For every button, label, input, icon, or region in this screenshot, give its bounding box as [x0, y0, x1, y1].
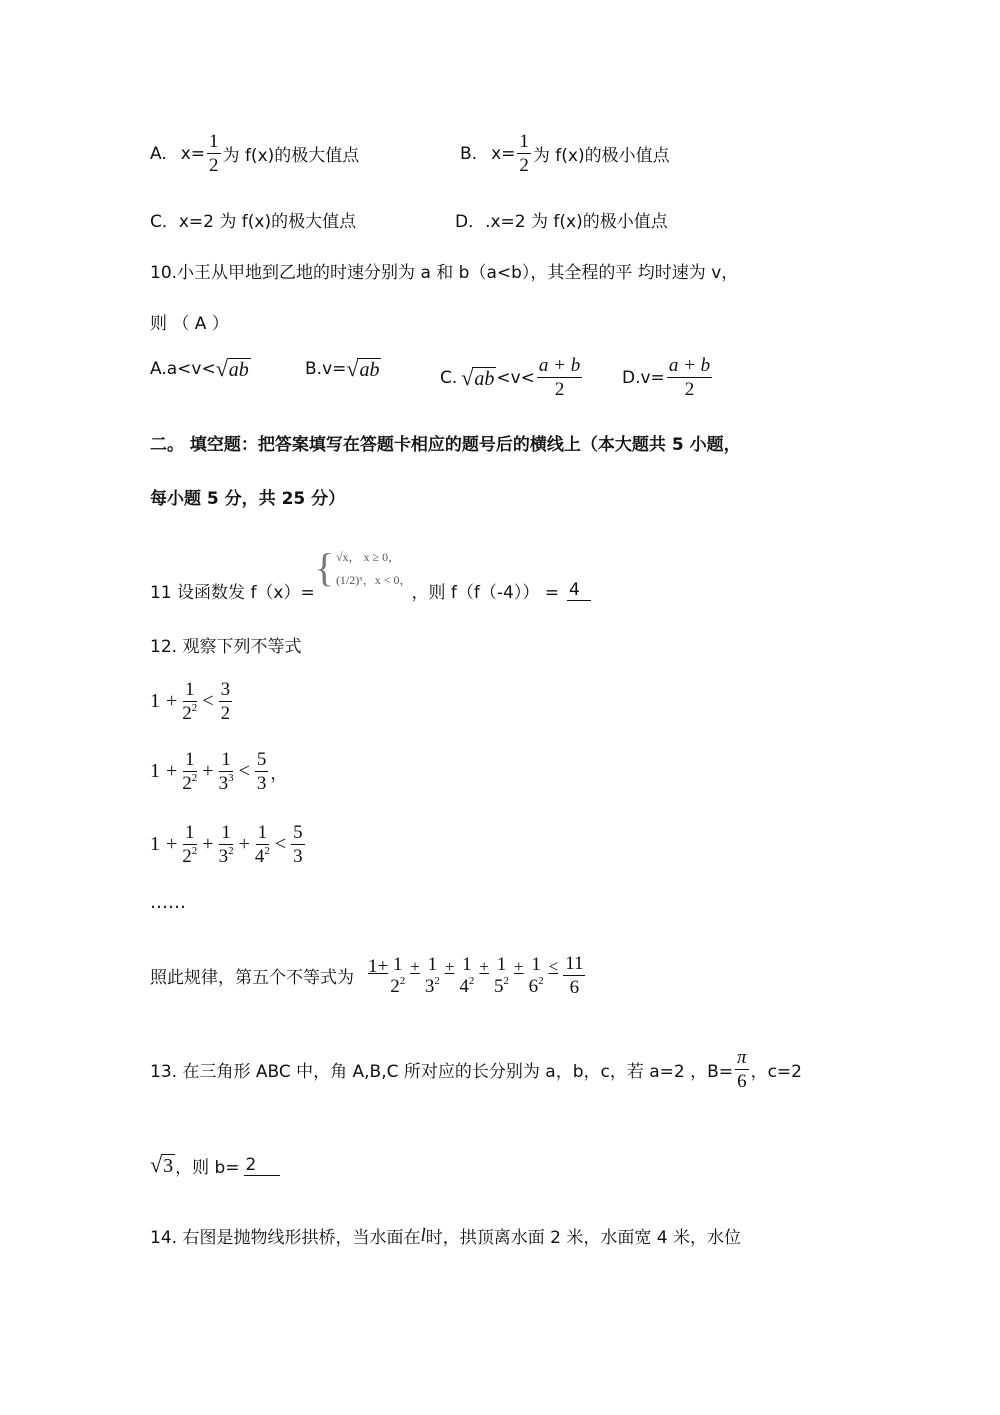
q9-option-a-fraction: [207, 132, 221, 176]
fraction-numerator: 5: [293, 822, 303, 843]
exponent: 2: [434, 975, 440, 988]
q12-ineq2-plus1: +: [166, 760, 178, 783]
q14-stem-post: 时，拱顶离水面 2 米，水面宽 4 米，水位: [425, 1228, 741, 1248]
radical-sign: √: [346, 356, 359, 381]
math-part: 2: [182, 702, 192, 724]
q12-ineq3-plus1: +: [166, 833, 178, 856]
q12-conclusion-text: 照此规律，第五个不等式为: [150, 968, 354, 989]
fraction-denominator: [182, 702, 197, 724]
q10-option-c-pre: C.: [440, 367, 458, 388]
q10-option-d: [622, 356, 714, 400]
q12-ineq2-term2: [219, 750, 234, 794]
fraction-denominator: [390, 975, 405, 997]
fraction-numerator: 1: [427, 953, 438, 975]
q11-case-2: (1/2)ˣ，x < 0，: [335, 572, 412, 587]
q10-option-d-fraction: [667, 356, 712, 400]
q13-answer: 2: [244, 1155, 280, 1176]
q12-ineq2-plus2: +: [202, 760, 214, 783]
q10-option-c-sqrt: [461, 365, 496, 391]
math-part: 2: [182, 772, 192, 794]
q10-option-b-sqrt-arg: ab: [359, 359, 380, 381]
q10-option-a-sqrt: [216, 356, 251, 382]
q10-option-b-sqrt: [346, 356, 381, 382]
q12-ineq2-lt: <: [238, 760, 250, 783]
q12-ineq1-term1: [182, 680, 197, 724]
fraction-denominator: 3: [293, 845, 303, 867]
q12-inequality-2: [150, 750, 287, 794]
q10-option-d-pre: D.v=: [622, 367, 665, 388]
q12-inequality-1: [150, 680, 234, 724]
q12-ineq1-one: 1: [150, 690, 160, 713]
q12-ineq3-term2: [219, 823, 234, 867]
q10-option-c-den: 2: [554, 378, 565, 400]
q12-ineq1-rhs: [219, 680, 233, 724]
q9-option-a-row: [150, 132, 359, 176]
math-part: 6: [528, 976, 539, 998]
q12-answer-term5: [529, 955, 544, 998]
q11-suffix: ，则 f（f（-4）） =: [411, 583, 559, 603]
q12-ineq3-one: 1: [150, 833, 160, 856]
q10-option-d-den: 2: [684, 378, 695, 400]
q13-sqrt3-arg: 3: [163, 1155, 174, 1177]
q13-then: ，则 b=: [175, 1157, 240, 1178]
math-part: 3: [218, 845, 229, 867]
exponent: 2: [264, 844, 270, 857]
q11-case-1: √x， x ≥ 0，: [335, 549, 401, 564]
fraction-denominator: [255, 845, 270, 867]
q13-row: [150, 1048, 802, 1092]
math-part: 2: [390, 976, 400, 998]
q13-stem: 13. 在三角形 ABC 中，角 A,B,C 所对应的长分别为 a，b，c，若 a=2 ，B=: [150, 1062, 734, 1083]
math-part: 4: [459, 976, 469, 998]
fraction-denominator: [494, 975, 509, 997]
q12-ineq3-lt: <: [274, 833, 287, 856]
fraction-numerator: 1: [531, 953, 541, 975]
fraction-numerator: 1: [462, 953, 472, 975]
math-part: 4: [254, 845, 265, 867]
q9-option-a-pre: x=: [180, 143, 206, 164]
q11-row: [150, 532, 591, 603]
q14-row: [150, 1223, 741, 1248]
q9-option-b-pre: x=: [491, 143, 516, 164]
q12-answer-sep2: +: [444, 956, 455, 976]
fraction-denominator: [529, 975, 544, 997]
q12-answer-term3: [459, 955, 474, 998]
fraction-denominator: [182, 845, 197, 867]
fraction-denominator: 3: [256, 772, 267, 794]
q10-option-c: [440, 356, 584, 400]
fraction-denominator: [219, 845, 234, 867]
q9-option-a-num: 1: [209, 131, 219, 152]
q10-option-c-mid: <v<: [496, 367, 535, 388]
q13-row-2: [150, 1152, 280, 1178]
fraction-numerator: 11: [565, 953, 584, 974]
q12-answer-rhs: [563, 954, 585, 998]
fraction-numerator: 1: [221, 822, 231, 843]
q10-option-a-sqrt-arg: ab: [228, 359, 249, 381]
brace: {: [314, 544, 334, 590]
fraction-denominator: 2: [220, 702, 231, 724]
q9-option-a-label: A.: [150, 143, 167, 164]
fraction-numerator: 1: [496, 953, 507, 975]
exponent: 2: [538, 975, 544, 988]
radical-sign: √: [150, 1152, 163, 1177]
radical-sign: √: [461, 364, 474, 390]
q12-ineq2-term1: [182, 750, 197, 794]
fraction-numerator: 1: [392, 953, 403, 975]
q12-conclusion: [150, 954, 587, 998]
q9-option-c: C．x=2 为 f(x)的极大值点: [150, 212, 357, 232]
q9-option-b-text: 为 f(x)的极小值点: [532, 146, 670, 167]
math-part: 3: [424, 976, 435, 998]
q11-piecewise: [314, 544, 412, 590]
q12-ineq2-rhs: [255, 750, 269, 794]
exponent: 2: [228, 844, 234, 857]
q9-option-b-den: 2: [519, 154, 529, 176]
q13-after-pi: ，c=2: [750, 1062, 802, 1083]
q9-option-a-text: 为 f(x)的极大值点: [222, 146, 360, 167]
q13-angle-b: [735, 1048, 749, 1092]
q12-ineq1-plus: +: [166, 690, 178, 713]
q12-ineq3-rhs: [291, 823, 305, 867]
q12-stem: 12. 观察下列不等式: [150, 637, 302, 657]
fraction-numerator: 3: [220, 679, 231, 700]
q13-sqrt3: [150, 1152, 175, 1178]
q10-option-c-fraction: [537, 356, 582, 400]
q12-ineq1-lt: <: [202, 690, 214, 713]
q12-ineq3-term3: [255, 823, 270, 867]
q11-answer: 4: [567, 580, 591, 601]
q10-stem: 10.小王从甲地到乙地的时速分别为 a 和 b（a<b），其全程的平 均时速为 v，: [150, 263, 739, 283]
q12-ineq2-comma: ，: [270, 764, 288, 785]
fraction-denominator: 6: [569, 976, 580, 998]
q9-option-b-fraction: [517, 132, 531, 176]
radical-sign: √: [215, 356, 228, 381]
q13-pi: π: [737, 1047, 747, 1068]
q10-option-d-num: a + b: [668, 355, 711, 376]
q14-stem-pre: 14. 右图是抛物线形拱桥，当水面在: [150, 1228, 421, 1248]
q12-ellipsis: ……: [150, 892, 186, 913]
fraction-numerator: 1: [185, 822, 195, 843]
exponent: 2: [191, 771, 198, 784]
q9-option-b-label: B.: [460, 143, 478, 164]
q9-option-d: D．.x=2 为 f(x)的极小值点: [455, 212, 668, 232]
exponent: 2: [191, 844, 198, 857]
q11-prefix: 11 设函数发 f（x）=: [150, 583, 315, 603]
q12-answer-lead: 1+: [368, 955, 389, 977]
q10-option-c-num: a + b: [538, 355, 581, 376]
q10-option-a-pre: A.a<v<: [150, 359, 216, 379]
q12-answer-sep3: +: [479, 956, 489, 976]
q12-answer-term4: [494, 955, 509, 998]
q10-option-a: [150, 356, 251, 382]
q12-ineq3-plus3: +: [238, 833, 250, 856]
q13-pi-den: 6: [737, 1070, 747, 1092]
fraction-denominator: [182, 772, 197, 794]
section2-heading-line1: 二。 填空题：把答案填写在答题卡相应的题号后的横线上（本大题共 5 小题，: [150, 435, 741, 455]
fraction-denominator: [425, 975, 440, 997]
q12-ineq3-term1: [182, 823, 197, 867]
q9-option-b-num: 1: [519, 131, 529, 152]
math-part: [336, 548, 412, 588]
exponent: 2: [468, 975, 475, 988]
q12-answer-term2: [425, 955, 440, 998]
q10-option-b: [305, 356, 381, 382]
fraction-numerator: 1: [185, 679, 195, 700]
fraction-numerator: 1: [221, 749, 231, 770]
fraction-denominator: [459, 975, 474, 997]
section2-heading-line2: 每小题 5 分，共 25 分）: [150, 489, 346, 509]
exponent: 2: [191, 701, 198, 714]
q12-answer-sep4: +: [514, 956, 524, 976]
q12-answer-term1: [390, 955, 405, 998]
q10-answer-line: 则 （ A ）: [150, 314, 229, 334]
fraction-numerator: 1: [257, 822, 268, 843]
math-part: 2: [182, 845, 192, 867]
math-part: 3: [218, 772, 229, 794]
q12-ineq2-one: 1: [150, 760, 160, 783]
q12-answer-le: <: [548, 956, 559, 976]
q12-inequality-3: [150, 823, 307, 867]
fraction-numerator: 5: [256, 749, 267, 770]
q10-option-c-sqrt-arg: ab: [474, 367, 495, 390]
fraction-numerator: 1: [185, 749, 195, 770]
q12-ineq3-plus2: +: [202, 833, 214, 856]
q9-option-b-row: [460, 132, 670, 176]
q10-option-b-pre: B.v=: [305, 359, 347, 379]
math-part: 5: [494, 976, 504, 998]
q9-option-a-den: 2: [209, 154, 219, 176]
exponent: 3: [228, 771, 234, 784]
q12-answer-sep1: +: [410, 956, 420, 976]
exponent: 2: [399, 975, 406, 988]
q14-l: l: [420, 1224, 426, 1246]
fraction-denominator: [219, 772, 234, 794]
exponent: 2: [503, 975, 509, 988]
